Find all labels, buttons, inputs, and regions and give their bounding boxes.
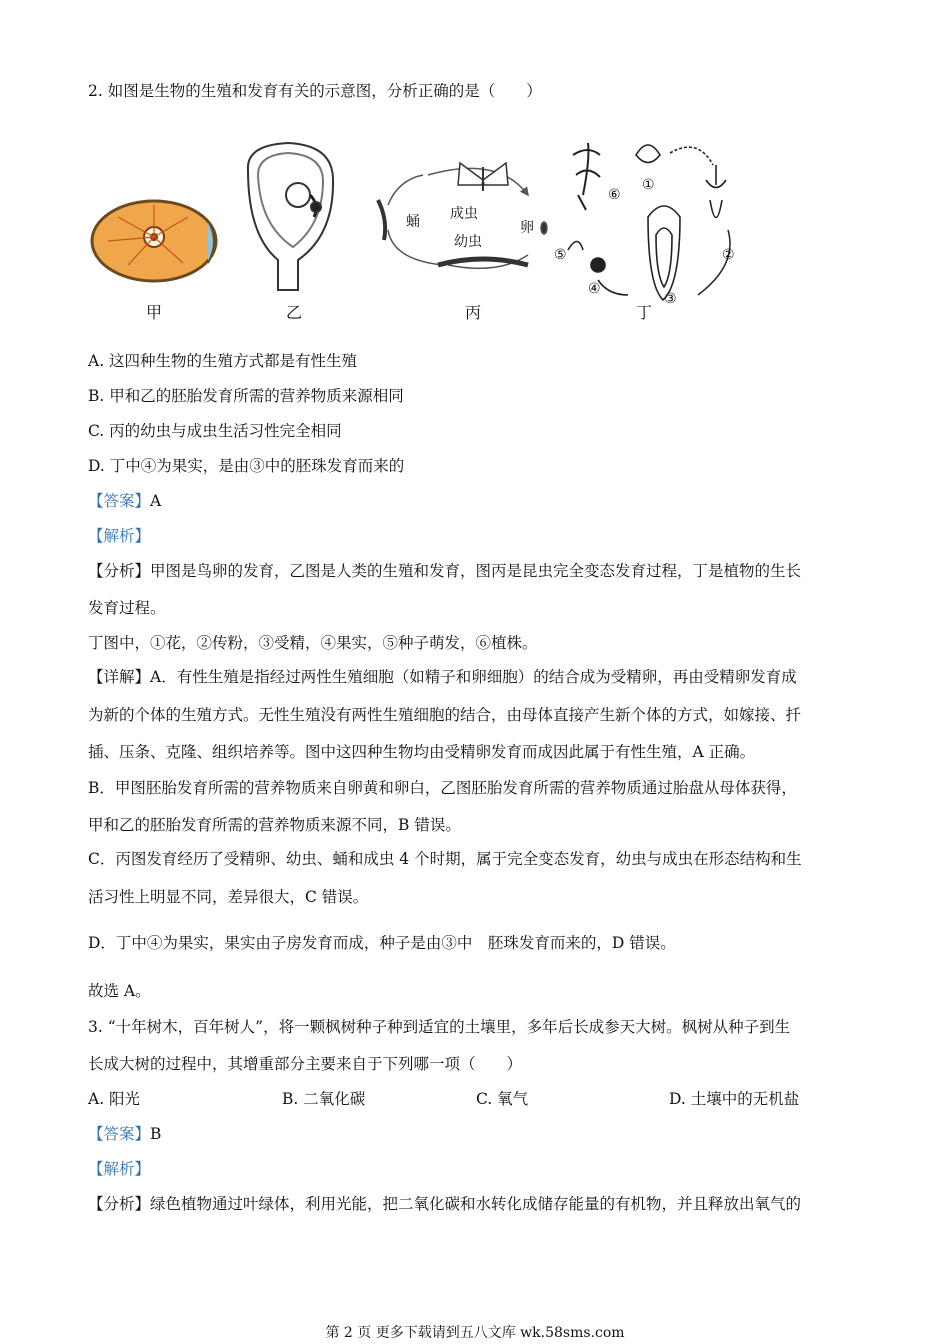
figure-label-yi: 乙 [286,303,303,322]
detail-tag: 【详解】 [88,668,151,686]
q3-answer [88,1123,161,1145]
ding-mark-6: ⑥ [608,187,621,203]
stage-label-pupa: 蛹 [406,214,420,230]
q2-option-c: C. 丙的幼虫与成虫生活习性完全相同 [88,422,342,440]
q2-option-d: D. 丁中④为果实，是由③中的胚珠发育而来的 [88,457,405,475]
q3-option-b: B. 二氧化碳 [282,1090,366,1108]
bird-egg-illustration [92,201,216,281]
q2-detail-line1 [88,666,797,688]
q2-detail-line7: 活习性上明显不同，差异很大，C 错误。 [88,888,369,906]
q3-stem-line1: 3. “十年树木，百年树人”，将一颗枫树种子种到适宜的土壤里，多年后长成参天大树。枫树从种子到生 [88,1018,791,1036]
q3-option-c: C. 氧气 [476,1090,529,1108]
q2-analysis-line1 [88,560,801,582]
figure-label-ding: 丁 [636,303,653,322]
answer-value: B [150,1125,162,1143]
q2-detail-line4: B．甲图胚胎发育所需的营养物质来自卵黄和卵白，乙图胚胎发育所需的营养物质通过胎盘从母体获得， [88,779,797,797]
stage-label-larva: 幼虫 [454,234,482,250]
q3-option-d: D. 土壤中的无机盐 [669,1090,800,1108]
figure-label-jia: 甲 [146,303,163,322]
answer-value: A [150,492,162,510]
answer-tag: 【答案】 [88,1125,151,1143]
q2-jiexi-tag: 【解析】 [88,527,151,545]
ding-mark-3: ③ [664,291,677,307]
q2-option-b: B. 甲和乙的胚胎发育所需的营养物质来源相同 [88,387,404,405]
plant-lifecycle-illustration [568,143,730,300]
q2-conclusion: 故选 A。 [88,982,151,1000]
q2-detail-line3: 插、压条、克隆、组织培养等。图中这四种生物均由受精卵发育而成因此属于有性生殖，A 正确。 [88,743,756,761]
q3-stem-line2: 长成大树的过程中，其增重部分主要来自于下列哪一项（ ） [88,1055,523,1073]
reproduction-figure [88,125,778,330]
ding-mark-1: ① [642,177,655,193]
q2-detail-line6: C．丙图发育经历了受精卵、幼虫、蛹和成虫 4 个时期，属于完全变态发育，幼虫与成虫在形态结构和生 [88,850,802,868]
stage-label-adult: 成虫 [450,206,478,222]
q3-jiexi-tag: 【解析】 [88,1160,151,1178]
q3-option-a: A. 阳光 [88,1090,141,1108]
analysis-tag: 【分析】 [88,562,151,580]
q3-analysis-line1 [88,1193,801,1215]
detail-text: A．有性生殖是指经过两性生殖细胞（如精子和卵细胞）的结合成为受精卵，再由受精卵发育成 [150,668,797,686]
analysis-text: 甲图是鸟卵的发育，乙图是人类的生殖和发育，图丙是昆虫完全变态发育过程，丁是植物的生长 [150,562,802,580]
page-footer: 第 2 页 更多下载请到五八文库 wk.58sms.com [325,1325,625,1341]
q2-analysis-line2: 发育过程。 [88,599,166,617]
figure-label-bing: 丙 [465,303,482,322]
q2-detail-line2: 为新的个体的生殖方式。无性生殖没有两性生殖细胞的结合，由母体直接产生新个体的方式，如嫁接、扦 [88,706,802,724]
human-uterus-illustration [248,143,333,290]
stage-label-egg: 卵 [520,220,534,236]
ding-mark-2: ② [722,247,735,263]
analysis-tag: 【分析】 [88,1195,151,1213]
ding-mark-4: ④ [588,281,601,297]
answer-tag: 【答案】 [88,492,151,510]
q2-answer [88,490,161,512]
ding-mark-5: ⑤ [554,247,567,263]
q2-option-a: A. 这四种生物的生殖方式都是有性生殖 [88,352,358,370]
q2-analysis-line3: 丁图中，①花，②传粉，③受精，④果实，⑤种子萌发，⑥植株。 [88,634,538,652]
q2-stem: 2. 如图是生物的生殖和发育有关的示意图，分析正确的是（ ） [88,82,542,100]
q2-detail-line8: D．丁中④为果实，果实由子房发育而成，种子是由③中 胚珠发育而来的，D 错误。 [88,934,676,952]
q2-detail-line5: 甲和乙的胚胎发育所需的营养物质来源不同，B 错误。 [88,816,461,834]
analysis-text: 绿色植物通过叶绿体，利用光能，把二氧化碳和水转化成储存能量的有机物，并且释放出氧气的 [150,1195,802,1213]
